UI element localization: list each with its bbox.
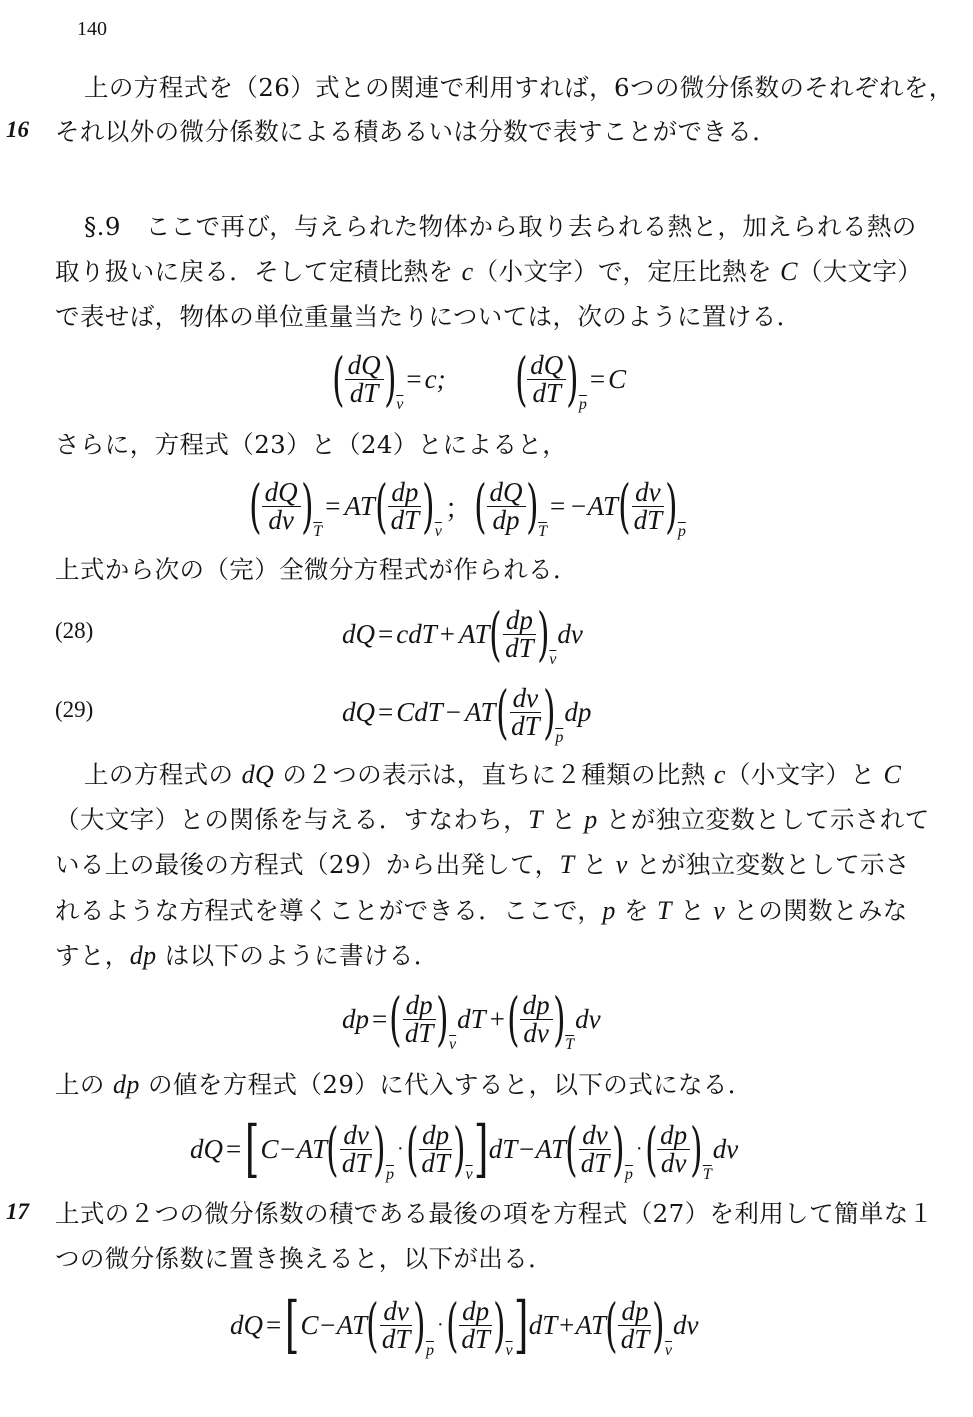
text-line-2: それ以外の微分係数による積あるいは分数で表すことができる． xyxy=(55,117,778,146)
text-line-10: いる上の最後の方程式（29）から出発して，T と v とが独立変数として示さ xyxy=(55,850,910,879)
text-line-7: 上式から次の（完）全微分方程式が作られる． xyxy=(55,555,578,584)
text-line-13: 上の dp の値を方程式（29）に代入すると，以下の式になる． xyxy=(55,1070,753,1099)
equation-label-28: (28) xyxy=(55,618,94,643)
text-line-9: （大文字）との関係を与える．すなわち，T と p とが独立変数として示されて xyxy=(55,805,930,834)
equation-29: dQ = CdT − AT ( $\frac{dv}{dT}$ ) $\overline{p}$ dp xyxy=(342,678,592,746)
equation-specific-heats: ( $\frac{dQ}{dT}$ ) $\overline{v}$ = c; ( $\frac{dQ}{dT}$ ) $\overline{p}$ = C xyxy=(332,345,627,413)
text-line-11: れるような方程式を導くことができる．ここで，p を T と v との関数とみな xyxy=(55,896,908,925)
text-line-5: で表せば，物体の単位重量当たりについては，次のように置ける． xyxy=(55,302,802,331)
equation-dQ-final: dQ = [ C−AT ( $\frac{dv}{dT}$ ) $\overline{p}$ · ( $\frac{dp}{dT}$ ) $\overline{v}$ ] dT+AT ( $\frac{dp}{dT}$ ) $\overline{v}$ dv xyxy=(230,1288,699,1361)
equation-dp: dp = ( $\frac{dp}{dT}$ ) $\overline{v}$ dT + ( $\frac{dp}{dv}$ ) $\overline{T}$ dv xyxy=(342,985,601,1053)
margin-number-17: 17 xyxy=(6,1199,29,1224)
equation-dQ-substituted: dQ = [ C−AT ( $\frac{dv}{dT}$ ) $\overline{p}$ · ( $\frac{dp}{dT}$ ) $\overline{v}$ ] dT−AT ( $\frac{dv}{dT}$ ) $\overline{p}$ · ( $\frac{dp}{dv}$ ) $\overline{T}$ dv xyxy=(190,1112,739,1185)
margin-number-16: 16 xyxy=(6,117,29,142)
text-line-6: さらに，方程式（23）と（24）とによると， xyxy=(55,430,568,459)
text-line-12: すと，dp は以下のように書ける． xyxy=(55,941,439,970)
page-number: 140 xyxy=(77,18,107,40)
text-line-3: §.9 ここで再び，与えられた物体から取り去られる熱と，加えられる熱の xyxy=(84,212,917,241)
equation-23-24: ( $\frac{dQ}{dv}$ ) $\overline{T}$ = AT ( $\frac{dp}{dT}$ ) $\overline{v}$ ； ( $\frac{dQ}{dp}$ ) $\overline{T}$ = −AT ( $\frac{dv}{dT}$ ) $\overline{p}$ xyxy=(249,472,686,540)
text-line-4: 取り扱いに戻る．そして定積比熱を c（小文字）で，定圧比熱を C（大文字） xyxy=(55,257,923,286)
text-line-1: 上の方程式を（26）式との関連で利用すれば，6つの微分係数のそれぞれを， xyxy=(84,73,954,102)
text-line-8: 上の方程式の dQ の２つの表示は，直ちに２種類の比熱 c（小文字）と C xyxy=(84,760,902,789)
text-line-14: 上式の２つの微分係数の積である最後の項を方程式（27）を利用して簡単な１ xyxy=(55,1199,934,1228)
text-line-15: つの微分係数に置き換えると，以下が出る． xyxy=(55,1244,553,1273)
equation-28: dQ = cdT + AT ( $\frac{dp}{dT}$ ) $\overline{v}$ dv xyxy=(342,600,583,668)
equation-label-29: (29) xyxy=(55,697,94,722)
